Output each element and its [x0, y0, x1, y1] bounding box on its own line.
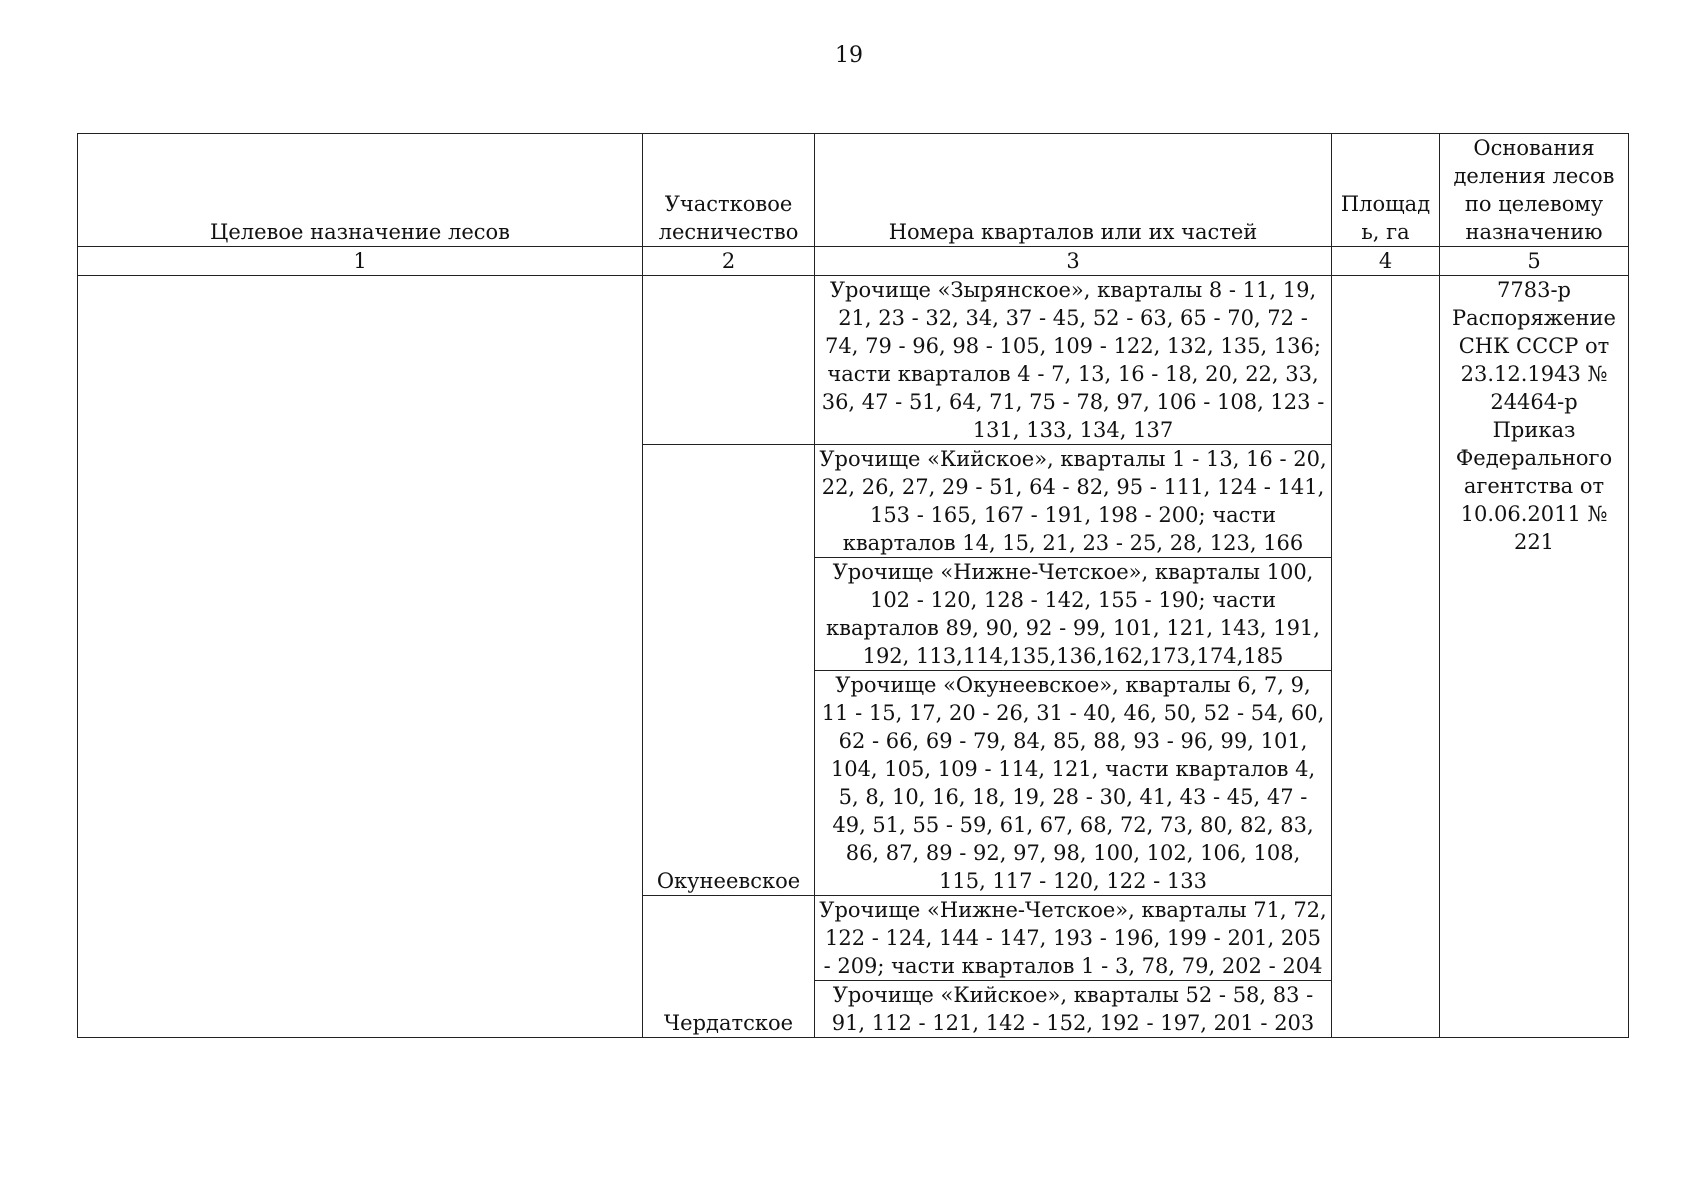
column-number-row [78, 247, 1629, 276]
basis-line: 23.12.1943 № [1460, 362, 1608, 386]
header-quarters: Номера кварталов или их частей [815, 134, 1332, 247]
column-number: 4 [1332, 247, 1440, 276]
district-cell [643, 276, 815, 445]
basis-line: 24464-р [1490, 390, 1578, 414]
header-district: Участковое лесничество [643, 134, 815, 247]
basis-cell [1440, 276, 1629, 1038]
purpose-cell [78, 276, 643, 1038]
district-cell-cherdatskoe: Чердатское [643, 896, 815, 1038]
table-row [78, 276, 1629, 445]
basis-line: 10.06.2011 № 221 [1460, 502, 1608, 554]
basis-line: 7783-р [1497, 278, 1571, 302]
district-cell-okuneevskoe: Окунеевское [643, 445, 815, 896]
quarters-cell: Урочище «Кийское», кварталы 52 - 58, 83 - 91, 112 - 121, 142 - 152, 192 - 197, 201 - 203 [815, 981, 1332, 1038]
quarters-cell: Урочище «Нижне-Четское», кварталы 71, 72, 122 - 124, 144 - 147, 193 - 196, 199 - 201, 205 - 209; части кварталов 1 - 3, 78, 79, 202 - 204 [815, 896, 1332, 981]
quarters-cell: Урочище «Зырянское», кварталы 8 - 11, 19, 21, 23 - 32, 34, 37 - 45, 52 - 63, 65 - 70, 72 - 74, 79 - 96, 98 - 105, 109 - 122, 132, 135, 136; части кварталов 4 - 7, 13, 16 - 18, 20, 22, 33, 36, 47 - 51, 64, 71, 75 - 78, 97, 106 - 108, 123 - 131, 133, 134, 137 [815, 276, 1332, 445]
basis-line: Распоряжение [1452, 306, 1616, 330]
column-number: 1 [78, 247, 643, 276]
header-row [78, 134, 1629, 247]
forest-purpose-table [77, 133, 1629, 1038]
quarters-cell: Урочище «Кийское», кварталы 1 - 13, 16 - 20, 22, 26, 27, 29 - 51, 64 - 82, 95 - 111, 124 - 141, 153 - 165, 167 - 191, 198 - 200; части кварталов 14, 15, 21, 23 - 25, 28, 123, 166 [815, 445, 1332, 558]
page-number: 19 [835, 43, 863, 68]
basis-line: агентства от [1463, 474, 1605, 498]
quarters-cell: Урочище «Нижне-Четское», кварталы 100, 102 - 120, 128 - 142, 155 - 190; части кварталов 89, 90, 92 - 99, 101, 121, 143, 191, 192, 113,114,135,136,162,173,174,185 [815, 558, 1332, 671]
basis-line: Федерального [1455, 446, 1613, 470]
header-area: Площадь, га [1332, 134, 1440, 247]
basis-line: СНК СССР от [1458, 334, 1610, 358]
area-cell [1332, 276, 1440, 1038]
column-number: 2 [643, 247, 815, 276]
column-number: 3 [815, 247, 1332, 276]
basis-line: Приказ [1492, 418, 1576, 442]
header-purpose: Целевое назначение лесов [78, 134, 643, 247]
column-number: 5 [1440, 247, 1629, 276]
quarters-cell: Урочище «Окунеевское», кварталы 6, 7, 9, 11 - 15, 17, 20 - 26, 31 - 40, 46, 50, 52 - 54, 60, 62 - 66, 69 - 79, 84, 85, 88, 93 - 96, 99, 101, 104, 105, 109 - 114, 121, части кварталов 4, 5, 8, 10, 16, 18, 19, 28 - 30, 41, 43 - 45, 47 - 49, 51, 55 - 59, 61, 67, 68, 72, 73, 80, 82, 83, 86, 87, 89 - 92, 97, 98, 100, 102, 106, 108, 115, 117 - 120, 122 - 133 [815, 671, 1332, 896]
header-basis: Основания деления лесов по целевому назначению [1440, 134, 1629, 247]
